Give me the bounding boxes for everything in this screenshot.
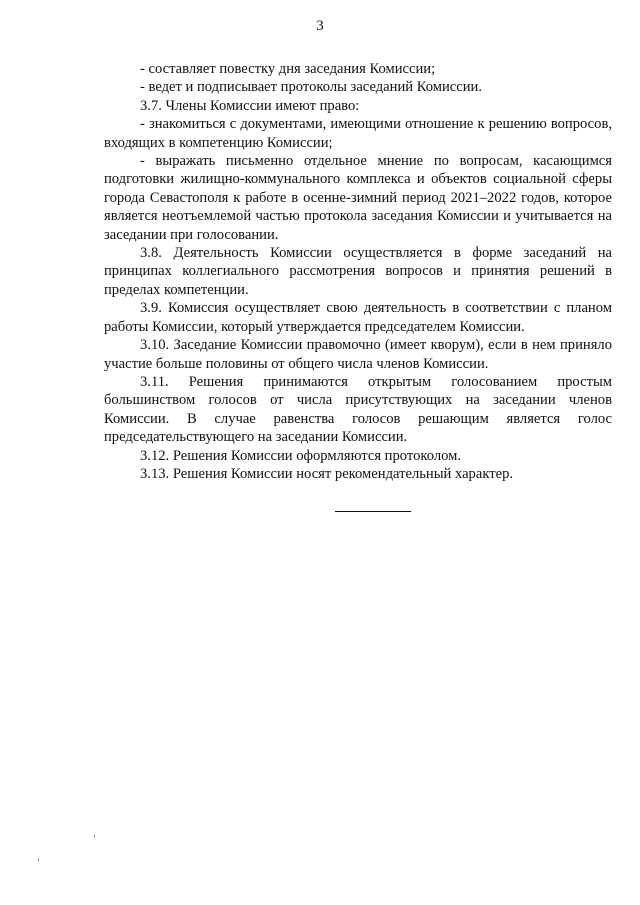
page-number: 3: [316, 18, 324, 34]
paragraph-3-8: 3.8. Деятельность Комиссии осуществляется в форме заседаний на принципах коллегиального рассмотрения вопросов и принятия решений в пределах компетенции.: [104, 245, 612, 298]
paragraph-agenda: - составляет повестку дня заседания Комиссии;: [140, 61, 436, 77]
paragraph-protocols: - ведет и подписывает протоколы заседаний Комиссии.: [140, 79, 483, 96]
document-body: [104, 60, 612, 483]
paragraph-documents: - знакомиться с документами, имеющими отношение к решению вопросов, входящих в компетенцию Комиссии;: [104, 116, 612, 151]
paragraph-3-10: 3.10. Заседание Комиссии правомочно (имеет кворум), если в нем приняло участие больше половины от общего числа членов Комиссии.: [104, 337, 612, 372]
paragraph-3-7: 3.7. Члены Комиссии имеют право:: [140, 97, 360, 114]
end-separator-line: [335, 511, 411, 512]
paragraph-3-9: 3.9. Комиссия осуществляет свою деятельность в соответствии с планом работы Комиссии, который утверждается председателем Комиссии.: [104, 300, 612, 335]
paragraph-opinion: - выражать письменно отдельное мнение по вопросам, касающимся подготовки жилищно-коммунального комплекса и объектов социальной сферы города Севастополя к работе в осенне-зимний период 2021–2022 годов, которое является неотъемлемой частью протокола заседания Комиссии и учитывается на заседании при голосовании.: [104, 153, 612, 243]
scan-speck: [38, 858, 39, 861]
scan-speck: [94, 835, 95, 838]
paragraph-3-12: 3.12. Решения Комиссии оформляются протоколом.: [140, 447, 462, 464]
paragraph-3-13: 3.13. Решения Комиссии носят рекомендательный характер.: [140, 465, 514, 482]
paragraph-3-11: 3.11. Решения принимаются открытым голосованием простым большинством голосов от числа присутствующих на заседании членов Комиссии. В случае равенства голосов решающим является голос председательствующего на заседании Комиссии.: [104, 373, 612, 446]
